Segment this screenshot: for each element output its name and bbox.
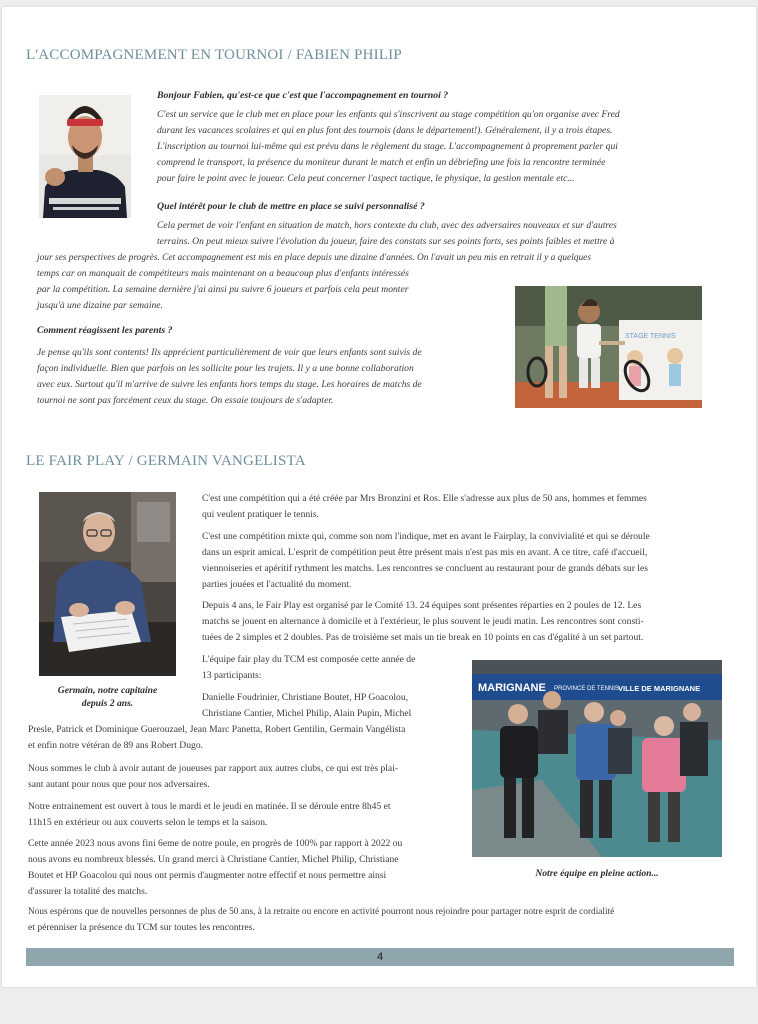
text-line: viennoiseries et apéritif rythment les matchs. Les rencontres se concluent au restaurant pour de grands débats sur les <box>202 563 648 574</box>
text-line: pour faire le point avec le joueur. Cela peut concerner l'aspect tactique, le physique, la gestion mentale etc... <box>157 173 575 184</box>
photo-team <box>472 660 722 857</box>
section-title-fair-play: LE FAIR PLAY / GERMAIN VANGELISTA <box>26 453 306 469</box>
text-line: durant les vacances scolaires et qui en plus font des tournois (dans le département!). Généralement, il y a trois étapes. <box>157 125 613 136</box>
banner-marignane: MARIGNANE <box>478 682 546 694</box>
photo-kids-tennis <box>515 286 702 408</box>
question-3: Comment réagissent les parents ? <box>37 325 173 336</box>
text-line: parties jouées et l'actualité du moment. <box>202 579 352 590</box>
text-line: avec eux. Surtout qu'il m'arrive de suivre les enfants hors temps du stage. Les horaires de matchs de <box>37 379 422 390</box>
fairplay-p5b <box>28 722 446 754</box>
text-line: Danielle Foudrinier, Christiane Boutet, HP Goacolou, <box>202 692 409 703</box>
text-line: façon individuelle. Bien que parfois on les sollicite pour les trajets. Il y a une bonne collaboration <box>37 363 414 374</box>
photo-germain <box>39 492 176 676</box>
fairplay-p3 <box>202 598 698 646</box>
text-line: Boutet et HP Goacolou qui nous ont permis d'augmenter notre effectif et nous permettre ainsi <box>28 870 387 881</box>
caption-line: Germain, notre capitaine <box>57 685 158 696</box>
caption-line: depuis 2 ans. <box>81 698 134 709</box>
text-line: et enfin notre vétéran de 89 ans Robert Dugo. <box>28 740 204 751</box>
text-line: Je pense qu'ils sont contents! Ils apprécient particulièrement de voir que leurs enfants sont suivis de <box>37 347 422 358</box>
text-line: terrains. On peut mieux suivre l'évolution du joueur, faire des constats sur ses points forts, ses points faibles et mettre à <box>157 236 615 247</box>
banner-province: PROVINCE DE TENNIS <box>554 686 619 692</box>
question-1: Bonjour Fabien, qu'est-ce que c'est que l'accompagnement en tournoi ? <box>157 90 449 101</box>
fairplay-p4 <box>202 652 452 684</box>
fairplay-p8 <box>28 836 446 900</box>
fairplay-p2 <box>202 529 698 593</box>
answer-2-indent <box>157 218 699 250</box>
text-line: L'équipe fair play du TCM est composée cette année de <box>202 654 416 665</box>
text-line: temps car on manquait de compétiteurs mais maintenant on a beaucoup plus d'enfants intéressés <box>37 268 409 279</box>
text-line: sant autant pour nous que pour nos adversaires. <box>28 779 210 790</box>
fairplay-p1 <box>202 491 698 523</box>
answer-2-full <box>37 250 699 266</box>
text-line: Cette année 2023 nous avons fini 6eme de notre poule, en progrès de 100% par rapport à 2022 ou <box>28 838 403 849</box>
text-line: Depuis 4 ans, le Fair Play est organisé par le Comité 13. 24 équipes sont présentes réparties en 2 poules de 12. Les <box>202 600 642 611</box>
text-line: Nous espérons que de nouvelles personnes de plus de 50 ans, à la retraite ou encore en activité pourront nous rejoindre pour partager notre esprit de cordialité <box>28 907 615 917</box>
fairplay-p9 <box>28 904 708 936</box>
text-line: Presle, Patrick et Dominique Guerouzael, Jean Marc Panetta, Robert Gentilin, Germain Vangélista <box>28 724 406 735</box>
answer-1 <box>157 107 699 187</box>
text-line: jour ses perspectives de progrès. Cet accompagnement est mis en place depuis une dizaine d'années. On l'avait un peu mis en retrait il y a quelques <box>37 253 591 263</box>
question-2: Quel intérêt pour le club de mettre en place se suivi personnalisé ? <box>157 201 425 212</box>
text-line: et pérenniser la présence du TCM sur toutes les rencontres. <box>28 922 255 933</box>
caption-germain <box>39 684 176 710</box>
text-line: L'inscription au tournoi lui-même qui est prévu dans le règlement du stage. L'accompagnement à proprement parler qui <box>157 141 618 152</box>
fairplay-p7 <box>28 799 446 831</box>
caption-team: Notre équipe en pleine action... <box>535 868 659 879</box>
text-line: nous avons eu nombreux blessés. Un grand merci à Christiane Cantier, Michel Philip, Christiane <box>28 854 399 865</box>
text-line: Nous sommes le club à avoir autant de joueuses par rapport aux autres clubs, ce qui est très plai- <box>28 763 399 774</box>
text-line: tournoi ne sont pas forcément ceux du stage. On essaie toujours de s'adapter. <box>37 395 334 406</box>
text-line: C'est une compétition qui a été créée par Mrs Bronzini et Ros. Elle s'adresse aux plus de 50 ans, hommes et femmes <box>202 493 647 504</box>
answer-2-narrow <box>37 266 507 314</box>
text-line: Notre entrainement est ouvert à tous le mardi et le jeudi en matinée. Il se déroule entre 8h45 et <box>28 801 391 812</box>
photo-fabien <box>39 95 131 218</box>
text-line: C'est une compétition mixte qui, comme son nom l'indique, met en avant le Fairplay, la convivialité et qui se déroule <box>202 531 650 542</box>
footer-bar <box>26 948 734 966</box>
text-line: jusqu'à une dizaine par semaine. <box>37 300 163 311</box>
text-line: qui veulent pratiquer le tennis. <box>202 509 319 520</box>
text-line: 13 participants: <box>202 670 262 681</box>
text-line: comprend le transport, la présence du moniteur durant le match et enfin un débriefing une fois la rencontre terminée <box>157 157 606 168</box>
fairplay-p5a <box>202 690 446 722</box>
fairplay-p6 <box>28 761 446 793</box>
page-number: 4 <box>376 951 384 963</box>
text-line: Christiane Cantier, Michel Philip, Alain Pupin, Michel <box>202 708 412 719</box>
text-line: matchs se jouent en alternance à domicile et à l'extérieur, le plus souvent le jeudi matin. Les rencontres sont consti- <box>202 616 644 627</box>
answer-3 <box>37 345 499 409</box>
text-line: Cela permet de voir l'enfant en situation de match, hors contexte du club, avec des adversaires nouveaux et sur d'autres <box>157 220 617 231</box>
text-line: d'assurer la totalité des matchs. <box>28 886 148 897</box>
text-line: tuées de 2 simples et 2 doubles. Pas de troisième set mais un tie break en 10 points en cas d'égalité à un set partout. <box>202 632 644 643</box>
text-line: dans un esprit amical. L'esprit de compétition peut être présent mais n'est pas mis en avant. A ce titre, café d'accueil, <box>202 547 648 558</box>
text-line: 11h15 en extérieur ou aux couverts selon le temps et la saison. <box>28 817 268 828</box>
text-line: par la compétition. La semaine dernière j'ai ainsi pu suivre 6 joueurs et parfois cela peut monter <box>37 284 409 295</box>
stage-tennis-sign: STAGE TENNIS <box>625 333 676 340</box>
banner-ville: VILLE DE MARIGNANE <box>618 684 701 693</box>
text-line: C'est un service que le club met en place pour les enfants qui s'inscrivent au stage compétition qu'on organise avec Fred <box>157 109 620 120</box>
section-title-accompagnement: L'ACCOMPAGNEMENT EN TOURNOI / FABIEN PHILIP <box>26 47 402 63</box>
